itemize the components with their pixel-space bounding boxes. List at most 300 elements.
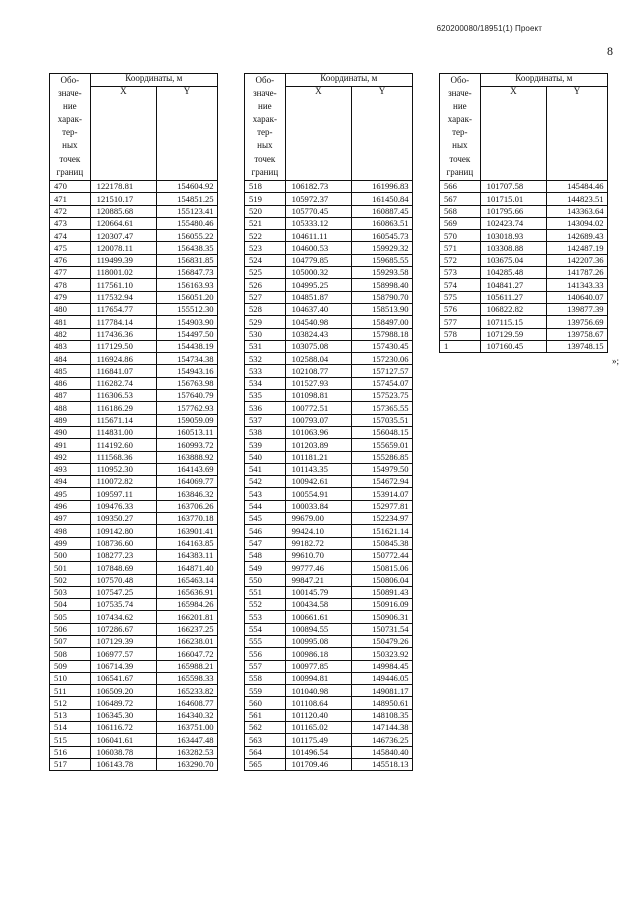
point-number: 495 [50,488,91,500]
table-body [245,181,413,771]
point-number: 505 [50,611,91,623]
point-number: 511 [50,685,91,697]
x-coordinate: 101108.64 [285,697,351,709]
y-coordinate: 148108.35 [352,709,413,721]
point-number: 533 [245,365,286,377]
y-coordinate: 155123.41 [157,205,218,217]
y-coordinate: 154497.50 [157,328,218,340]
y-coordinate: 166201.81 [157,611,218,623]
x-coordinate: 100986.18 [285,648,351,660]
y-coordinate: 163901.41 [157,525,218,537]
x-coordinate: 107129.39 [90,635,156,647]
y-coordinate: 165233.82 [157,685,218,697]
designation-header-line: Обо- [255,75,275,85]
x-coordinate: 100554.91 [285,488,351,500]
x-coordinate: 117129.50 [90,340,156,352]
y-coordinate: 145484.46 [547,181,608,193]
x-coordinate: 105972.37 [285,193,351,205]
table-row [50,340,218,352]
x-coordinate: 101040.98 [285,685,351,697]
table-row [245,291,413,303]
coordinates-table-3 [439,73,608,353]
table-row [50,549,218,561]
point-number: 514 [50,722,91,734]
table-row [50,439,218,451]
table-row [440,340,608,352]
x-coordinate: 117654.77 [90,303,156,315]
coordinates-table-1 [49,73,218,771]
y-coordinate: 159929.32 [352,242,413,254]
y-coordinate: 156048.15 [352,426,413,438]
table-row [245,217,413,229]
x-coordinate: 101120.40 [285,709,351,721]
table-row [50,660,218,672]
x-coordinate: 106541.67 [90,672,156,684]
point-number: 519 [245,193,286,205]
x-coordinate: 100793.07 [285,414,351,426]
x-coordinate: 101203.89 [285,439,351,451]
point-number: 577 [440,316,481,328]
table-row [245,525,413,537]
y-coordinate: 154734.38 [157,353,218,365]
table-row [50,722,218,734]
table-row [50,303,218,315]
point-number: 491 [50,439,91,451]
y-coordinate: 150845.38 [352,537,413,549]
y-coordinate: 150891.43 [352,586,413,598]
table-row [245,648,413,660]
y-coordinate: 160545.73 [352,230,413,242]
y-header: Y [352,87,413,181]
point-number: 472 [50,205,91,217]
y-coordinate: 165636.91 [157,586,218,598]
designation-header-line: точек [59,153,81,164]
y-coordinate: 157430.45 [352,340,413,352]
table-row [50,316,218,328]
table-row [50,488,218,500]
point-number: 477 [50,267,91,279]
table-row [50,217,218,229]
point-number: 513 [50,709,91,721]
table-row [50,623,218,635]
table-row [50,599,218,611]
y-coordinate: 160887.45 [352,205,413,217]
x-coordinate: 103018.93 [480,230,546,242]
point-number: 555 [245,635,286,647]
x-coordinate: 104637.40 [285,303,351,315]
x-coordinate: 104841.27 [480,279,546,291]
table-row [440,291,608,303]
table-row [245,586,413,598]
table-row [50,205,218,217]
x-coordinate: 103308.88 [480,242,546,254]
y-coordinate: 160513.11 [157,426,218,438]
y-coordinate: 141787.26 [547,267,608,279]
y-coordinate: 147144.38 [352,722,413,734]
y-header: Y [157,87,218,181]
point-number: 484 [50,353,91,365]
table-row [50,181,218,193]
table-row [245,267,413,279]
designation-header-line: ных [62,140,78,151]
y-coordinate: 165463.14 [157,574,218,586]
table-row [440,328,608,340]
x-coordinate: 99777.46 [285,562,351,574]
y-coordinate: 139748.15 [547,340,608,352]
designation-header-line: точек [449,153,471,164]
point-number: 515 [50,734,91,746]
table-row [50,635,218,647]
x-coordinate: 101143.35 [285,463,351,475]
table-row [50,254,218,266]
y-coordinate: 152234.97 [352,513,413,525]
point-number: 570 [440,230,481,242]
x-coordinate: 105000.32 [285,267,351,279]
table-row [50,648,218,660]
coordinates-table-2 [244,73,413,771]
designation-header-line: границ [446,166,474,177]
y-coordinate: 154672.94 [352,476,413,488]
x-coordinate: 109350.27 [90,513,156,525]
y-coordinate: 156163.93 [157,279,218,291]
x-coordinate: 117436.36 [90,328,156,340]
designation-header-line: тер- [62,127,78,138]
table-row [245,439,413,451]
point-number: 529 [245,316,286,328]
point-number: 480 [50,303,91,315]
x-coordinate: 100661.61 [285,611,351,623]
table-row [50,525,218,537]
y-coordinate: 145518.13 [352,758,413,770]
point-number: 498 [50,525,91,537]
table-row [50,390,218,402]
x-coordinate: 110952.30 [90,463,156,475]
y-coordinate: 148950.61 [352,697,413,709]
x-coordinate: 105611.27 [480,291,546,303]
x-coordinate: 106143.78 [90,758,156,770]
point-number: 538 [245,426,286,438]
x-coordinate: 120078.11 [90,242,156,254]
x-coordinate: 117561.10 [90,279,156,291]
table-row [440,316,608,328]
designation-header-line: значе- [253,88,277,99]
y-coordinate: 141343.33 [547,279,608,291]
y-coordinate: 152977.81 [352,500,413,512]
table-row [245,549,413,561]
designation-header-line: точек [254,153,276,164]
y-coordinate: 139758.67 [547,328,608,340]
table-row [245,672,413,684]
point-number: 539 [245,439,286,451]
table-row [50,242,218,254]
y-coordinate: 150479.26 [352,635,413,647]
point-number: 518 [245,181,286,193]
y-coordinate: 158790.70 [352,291,413,303]
table-row [245,611,413,623]
table-row [50,476,218,488]
x-coordinate: 104285.48 [480,267,546,279]
y-coordinate: 150806.04 [352,574,413,586]
designation-header-line: Обо- [450,75,470,85]
y-coordinate: 159059.09 [157,414,218,426]
point-number: 485 [50,365,91,377]
point-number: 572 [440,254,481,266]
table-row [50,328,218,340]
y-coordinate: 157127.57 [352,365,413,377]
table-row [50,709,218,721]
point-number: 509 [50,660,91,672]
table-row [50,279,218,291]
x-coordinate: 101709.46 [285,758,351,770]
point-number: 526 [245,279,286,291]
x-coordinate: 104540.98 [285,316,351,328]
table-row [245,316,413,328]
table-row [50,746,218,758]
y-coordinate: 157762.93 [157,402,218,414]
y-coordinate: 164608.77 [157,697,218,709]
point-number: 520 [245,205,286,217]
x-coordinate: 107848.69 [90,562,156,574]
point-number: 551 [245,586,286,598]
y-coordinate: 140640.07 [547,291,608,303]
x-coordinate: 106714.39 [90,660,156,672]
point-number: 565 [245,758,286,770]
point-number: 524 [245,254,286,266]
table-row [50,426,218,438]
point-number: 544 [245,500,286,512]
y-coordinate: 159685.55 [352,254,413,266]
x-coordinate: 106977.57 [90,648,156,660]
designation-header [440,74,481,181]
x-coordinate: 108736.60 [90,537,156,549]
y-coordinate: 163888.92 [157,451,218,463]
point-number: 502 [50,574,91,586]
point-number: 523 [245,242,286,254]
table-row [50,697,218,709]
x-coordinate: 120664.61 [90,217,156,229]
table-row [245,193,413,205]
point-number: 525 [245,267,286,279]
designation-header-line: ние [63,101,77,112]
x-coordinate: 107129.59 [480,328,546,340]
x-coordinate: 105770.45 [285,205,351,217]
y-coordinate: 150323.92 [352,648,413,660]
y-coordinate: 154943.16 [157,365,218,377]
x-coordinate: 100994.81 [285,672,351,684]
point-number: 576 [440,303,481,315]
table-row [245,303,413,315]
point-number: 564 [245,746,286,758]
point-number: 487 [50,390,91,402]
y-coordinate: 157640.79 [157,390,218,402]
x-coordinate: 109142.80 [90,525,156,537]
x-coordinate: 106116.72 [90,722,156,734]
x-coordinate: 99182.72 [285,537,351,549]
y-coordinate: 149446.05 [352,672,413,684]
table-row [50,267,218,279]
x-coordinate: 119499.39 [90,254,156,266]
x-coordinate: 100977.85 [285,660,351,672]
y-coordinate: 156438.35 [157,242,218,254]
table-row [245,746,413,758]
designation-header-line: границ [251,166,279,177]
x-coordinate: 104611.11 [285,230,351,242]
designation-header-line: ных [257,140,273,151]
x-coordinate: 114831.00 [90,426,156,438]
point-number: 552 [245,599,286,611]
x-coordinate: 103675.04 [480,254,546,266]
point-number: 573 [440,267,481,279]
y-coordinate: 151621.14 [352,525,413,537]
table-row [245,722,413,734]
point-number: 566 [440,181,481,193]
point-number: 559 [245,685,286,697]
y-coordinate: 165988.21 [157,660,218,672]
y-coordinate: 155512.30 [157,303,218,315]
point-number: 569 [440,217,481,229]
point-number: 535 [245,390,286,402]
y-coordinate: 146736.25 [352,734,413,746]
y-coordinate: 150731.54 [352,623,413,635]
y-coordinate: 165598.33 [157,672,218,684]
x-coordinate: 104779.85 [285,254,351,266]
y-coordinate: 155286.85 [352,451,413,463]
point-number: 557 [245,660,286,672]
y-coordinate: 164163.85 [157,537,218,549]
y-coordinate: 154604.92 [157,181,218,193]
x-coordinate: 100033.84 [285,500,351,512]
table-body [440,181,608,353]
table-row [245,574,413,586]
point-number: 541 [245,463,286,475]
x-coordinate: 102588.04 [285,353,351,365]
y-coordinate: 164340.32 [157,709,218,721]
point-number: 527 [245,291,286,303]
table-row [245,660,413,672]
y-coordinate: 153914.07 [352,488,413,500]
point-number: 510 [50,672,91,684]
point-number: 507 [50,635,91,647]
table-row [50,463,218,475]
y-coordinate: 161996.83 [352,181,413,193]
point-number: 492 [50,451,91,463]
y-coordinate: 163770.18 [157,513,218,525]
point-number: 512 [50,697,91,709]
closing-quote: »; [612,356,620,366]
x-coordinate: 106509.20 [90,685,156,697]
point-number: 478 [50,279,91,291]
point-number: 471 [50,193,91,205]
table-row [50,451,218,463]
x-coordinate: 103075.08 [285,340,351,352]
x-coordinate: 100145.79 [285,586,351,598]
table-row [50,672,218,684]
x-header: X [90,87,156,181]
x-coordinate: 116924.86 [90,353,156,365]
table-row [245,513,413,525]
x-coordinate: 107547.25 [90,586,156,598]
y-coordinate: 157988.18 [352,328,413,340]
y-coordinate: 150916.09 [352,599,413,611]
point-number: 530 [245,328,286,340]
x-coordinate: 100942.61 [285,476,351,488]
table-row [440,254,608,266]
table-row [50,537,218,549]
point-number: 496 [50,500,91,512]
y-coordinate: 142487.19 [547,242,608,254]
table-row [245,242,413,254]
x-coordinate: 111568.36 [90,451,156,463]
point-number: 482 [50,328,91,340]
table-row [245,451,413,463]
point-number: 568 [440,205,481,217]
table-row [245,279,413,291]
y-coordinate: 156847.73 [157,267,218,279]
x-coordinate: 99679.00 [285,513,351,525]
y-coordinate: 165984.26 [157,599,218,611]
designation-header-line: значе- [58,88,82,99]
x-coordinate: 107570.48 [90,574,156,586]
y-coordinate: 139877.39 [547,303,608,315]
table-row [245,635,413,647]
coordinates-header: Координаты, м [90,74,217,87]
x-coordinate: 104600.53 [285,242,351,254]
designation-header [50,74,91,181]
designation-header-line: Обо- [60,75,80,85]
page-number: 8 [607,44,613,58]
point-number: 532 [245,353,286,365]
y-coordinate: 163282.53 [157,746,218,758]
point-number: 497 [50,513,91,525]
x-coordinate: 115671.14 [90,414,156,426]
y-coordinate: 164143.69 [157,463,218,475]
y-coordinate: 155480.46 [157,217,218,229]
table-row [245,623,413,635]
x-coordinate: 100434.58 [285,599,351,611]
point-number: 531 [245,340,286,352]
table-row [245,254,413,266]
x-coordinate: 116841.07 [90,365,156,377]
y-coordinate: 149081.17 [352,685,413,697]
y-coordinate: 159293.58 [352,267,413,279]
y-coordinate: 157365.55 [352,402,413,414]
x-coordinate: 102423.74 [480,217,546,229]
point-number: 473 [50,217,91,229]
designation-header-line: значе- [448,88,472,99]
table-row [245,537,413,549]
point-number: 528 [245,303,286,315]
point-number: 494 [50,476,91,488]
table-row [50,562,218,574]
x-header: X [285,87,351,181]
x-coordinate: 101175.49 [285,734,351,746]
table-row [440,242,608,254]
y-coordinate: 166238.01 [157,635,218,647]
y-coordinate: 158497.00 [352,316,413,328]
table-row [50,377,218,389]
point-number: 479 [50,291,91,303]
y-coordinate: 154903.90 [157,316,218,328]
x-coordinate: 110072.82 [90,476,156,488]
table-row [245,476,413,488]
x-coordinate: 116186.29 [90,402,156,414]
point-number: 560 [245,697,286,709]
table-row [440,279,608,291]
y-header: Y [547,87,608,181]
designation-header-line: харак- [57,114,82,125]
x-coordinate: 100995.08 [285,635,351,647]
table-row [50,758,218,770]
